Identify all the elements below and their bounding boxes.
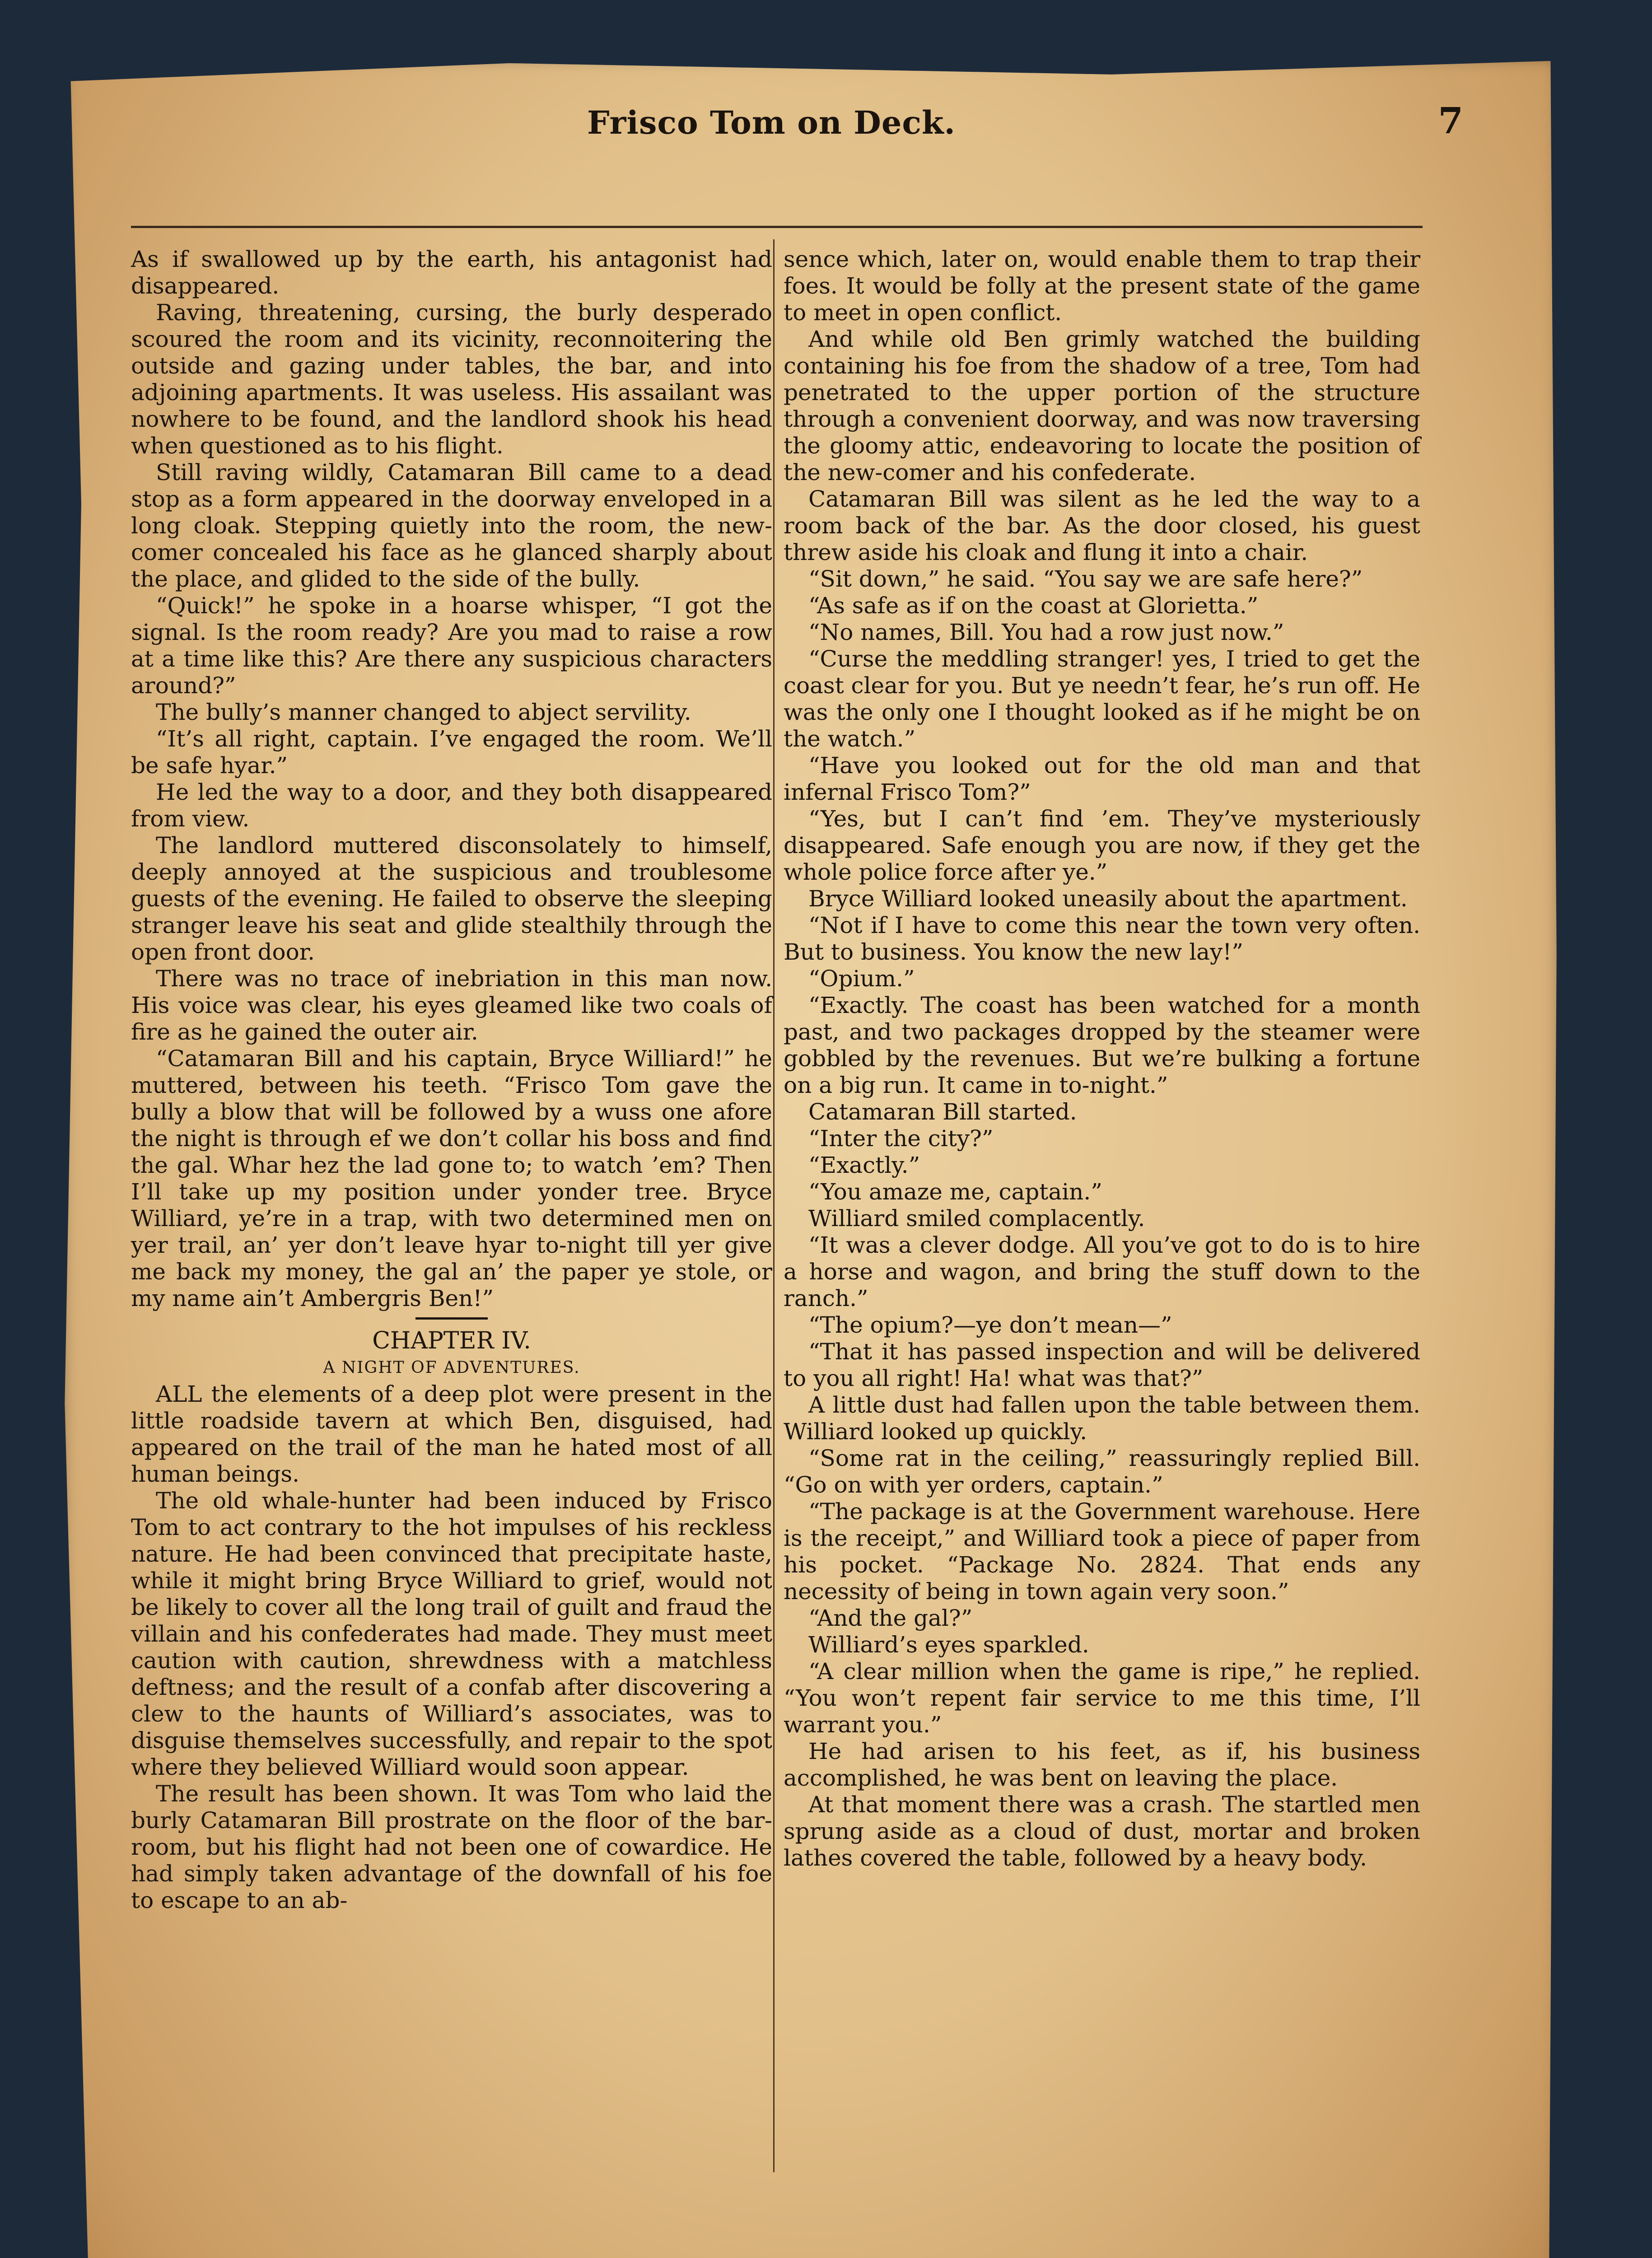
paragraph: There was no trace of inebriation in this man now. His voice was clear, his eyes gleamed like two coals of fire as he gained the outer air. [131,966,772,1045]
paragraph: “That it has passed inspection and will be delivered to you all right! Ha! what was that?” [784,1339,1420,1391]
header-rule [131,226,1423,228]
paragraph: “Inter the city?” [808,1125,994,1152]
paragraph: He led the way to a door, and they both disappeared from view. [131,779,772,832]
page-header [587,99,1490,172]
paragraph: Catamaran Bill started. [808,1099,1077,1125]
paragraph: The landlord muttered disconsolately to himself, deeply annoyed at the suspicious and troublesome guests of the evening. He failed to observe the sleeping stranger leave his seat and glide stealthily through the open front door. [131,832,772,965]
paragraph: “No names, Bill. You had a row just now.” [808,619,1284,645]
paragraph: “The package is at the Government warehouse. Here is the receipt,” and Williard took a piece of paper from his pocket. “Package No. 2824. That ends any necessity of being in town again very soon.” [784,1498,1420,1605]
paragraph: As if swallowed up by the earth, his antagonist had disappeared. [131,246,772,299]
paragraph: And while old Ben grimly watched the building containing his foe from the shadow of a tree, Tom had penetrated to the upper portion of the structure through a convenient doorway, and was now traversing the gloomy attic, endeavoring to locate the position of the new-comer and his confederate. [784,326,1420,485]
paragraph: A little dust had fallen upon the table between them. Williard looked up quickly. [784,1392,1420,1445]
paragraph: “Yes, but I can’t find ’em. They’ve mysteriously disappeared. Safe enough you are now, if they get the whole police force after ye.” [784,806,1420,885]
paragraph: “Not if I have to come this near the town very often. But to business. You know the new lay!” [784,912,1420,965]
paragraph: Raving, threatening, cursing, the burly desperado scoured the room and its vicinity, reconnoitering the outside and gazing under tables, the bar, and into adjoining apartments. It was useless. His assailant was nowhere to be found, and the landlord shook his head when questioned as to his flight. [131,299,772,459]
page-number: 7 [1438,99,1463,142]
paragraph: “You amaze me, captain.” [808,1179,1102,1205]
paragraph: “A clear million when the game is ripe,” he replied. “You won’t repent fair service to me this time, I’ll warrant you.” [784,1658,1420,1738]
column-divider [773,239,775,2172]
paragraph: “As safe as if on the coast at Glorietta.” [808,592,1259,619]
paragraph: “And the gal?” [808,1605,973,1631]
paragraph: “Curse the meddling stranger! yes, I tried to get the coast clear for you. But ye needn’t fear, he’s run off. He was the only one I thought looked as if he might be on the watch.” [784,646,1420,752]
paragraph: Williard’s eyes sparkled. [808,1632,1089,1658]
paragraph: ALL the elements of a deep plot were present in the little roadside tavern at which Ben, disguised, had appeared on the trail of the man he hated most of all human beings. [131,1381,772,1487]
paragraph: Williard smiled complacently. [808,1205,1145,1232]
paragraph: Catamaran Bill was silent as he led the way to a room back of the bar. As the door closed, his guest threw aside his cloak and flung it into a chair. [784,486,1420,565]
paragraph: The bully’s manner changed to abject servility. [156,699,691,725]
paragraph: “Catamaran Bill and his captain, Bryce Williard!” he muttered, between his teeth. “Frisco Tom gave the bully a blow that will be followed by a wuss one afore the night is through ef we don’t collar his boss and find the gal. Whar hez the lad gone to; to watch ’em? Then I’ll take up my position under yonder tree. Bryce Williard, ye’re in a trap, with two determined men on yer trail, an’ yer don’t leave hyar to-night till yer give me back my money, the gal an’ the paper ye stole, or my name ain’t Ambergris Ben!” [131,1045,772,1311]
paragraph: “Exactly. The coast has been watched for a month past, and two packages dropped by the steamer were gobbled by the revenues. But we’re bulking a fortune on a big run. It came in to-night.” [784,992,1420,1098]
left-column [131,246,772,1914]
paragraph: “It’s all right, captain. I’ve engaged the room. We’ll be safe hyar.” [131,726,772,779]
paragraph: “Exactly.” [808,1152,920,1178]
paragraph: The old whale-hunter had been induced by Frisco Tom to act contrary to the hot impulses of his reckless nature. He had been convinced that precipitate haste, while it might bring Bryce Williard to grief, would not be likely to cover all the long trail of guilt and fraud the villain and his confederates had made. They must meet caution with caution, shrewdness with a matchless deftness; and the result of a confab after discovering a clew to the haunts of Williard’s associates, was to disguise themselves successfully, and repair to the spot where they believed Williard would soon appear. [131,1488,772,1780]
chapter-rule [415,1317,488,1320]
paragraph: “The opium?—ye don’t mean—” [808,1312,1172,1338]
paragraph: Still raving wildly, Catamaran Bill came to a dead stop as a form appeared in the doorway enveloped in a long cloak. Stepping quietly into the room, the new-comer concealed his face as he glanced sharply about the place, and glided to the side of the bully. [131,459,772,592]
paragraph: At that moment there was a crash. The startled men sprung aside as a cloud of dust, mortar and broken lathes covered the table, followed by a heavy body. [784,1791,1420,1871]
paragraph: The result has been shown. It was Tom who laid the burly Catamaran Bill prostrate on the floor of the bar-room, but his flight had not been one of cowardice. He had simply taken advantage of the downfall of his foe to escape to an ab- [131,1781,772,1913]
paragraph: “Have you looked out for the old man and that infernal Frisco Tom?” [784,752,1420,805]
paragraph: He had arisen to his feet, as if, his business accomplished, he was bent on leaving the place. [784,1738,1420,1791]
right-column [784,246,1420,1871]
paragraph: “Sit down,” he said. “You say we are safe here?” [808,566,1363,592]
paragraph: Bryce Williard looked uneasily about the apartment. [808,886,1408,912]
chapter-subtitle: A NIGHT OF ADVENTURES. [323,1358,580,1377]
paragraph: “Quick!” he spoke in a hoarse whisper, “I got the signal. Is the room ready? Are you mad to raise a row at a time like this? Are there any suspicious characters around?” [131,592,772,699]
paragraph: “It was a clever dodge. All you’ve got to do is to hire a horse and wagon, and bring the stuff down to the ranch.” [784,1232,1420,1311]
chapter-heading: CHAPTER IV. [372,1327,531,1354]
running-title: Frisco Tom on Deck. [587,104,956,141]
paragraph: “Opium.” [808,966,915,992]
paragraph: “Some rat in the ceiling,” reassuringly replied Bill. “Go on with yer orders, captain.” [784,1445,1420,1498]
paragraph: sence which, later on, would enable them to trap their foes. It would be folly at the present state of the game to meet in open conflict. [784,246,1420,326]
